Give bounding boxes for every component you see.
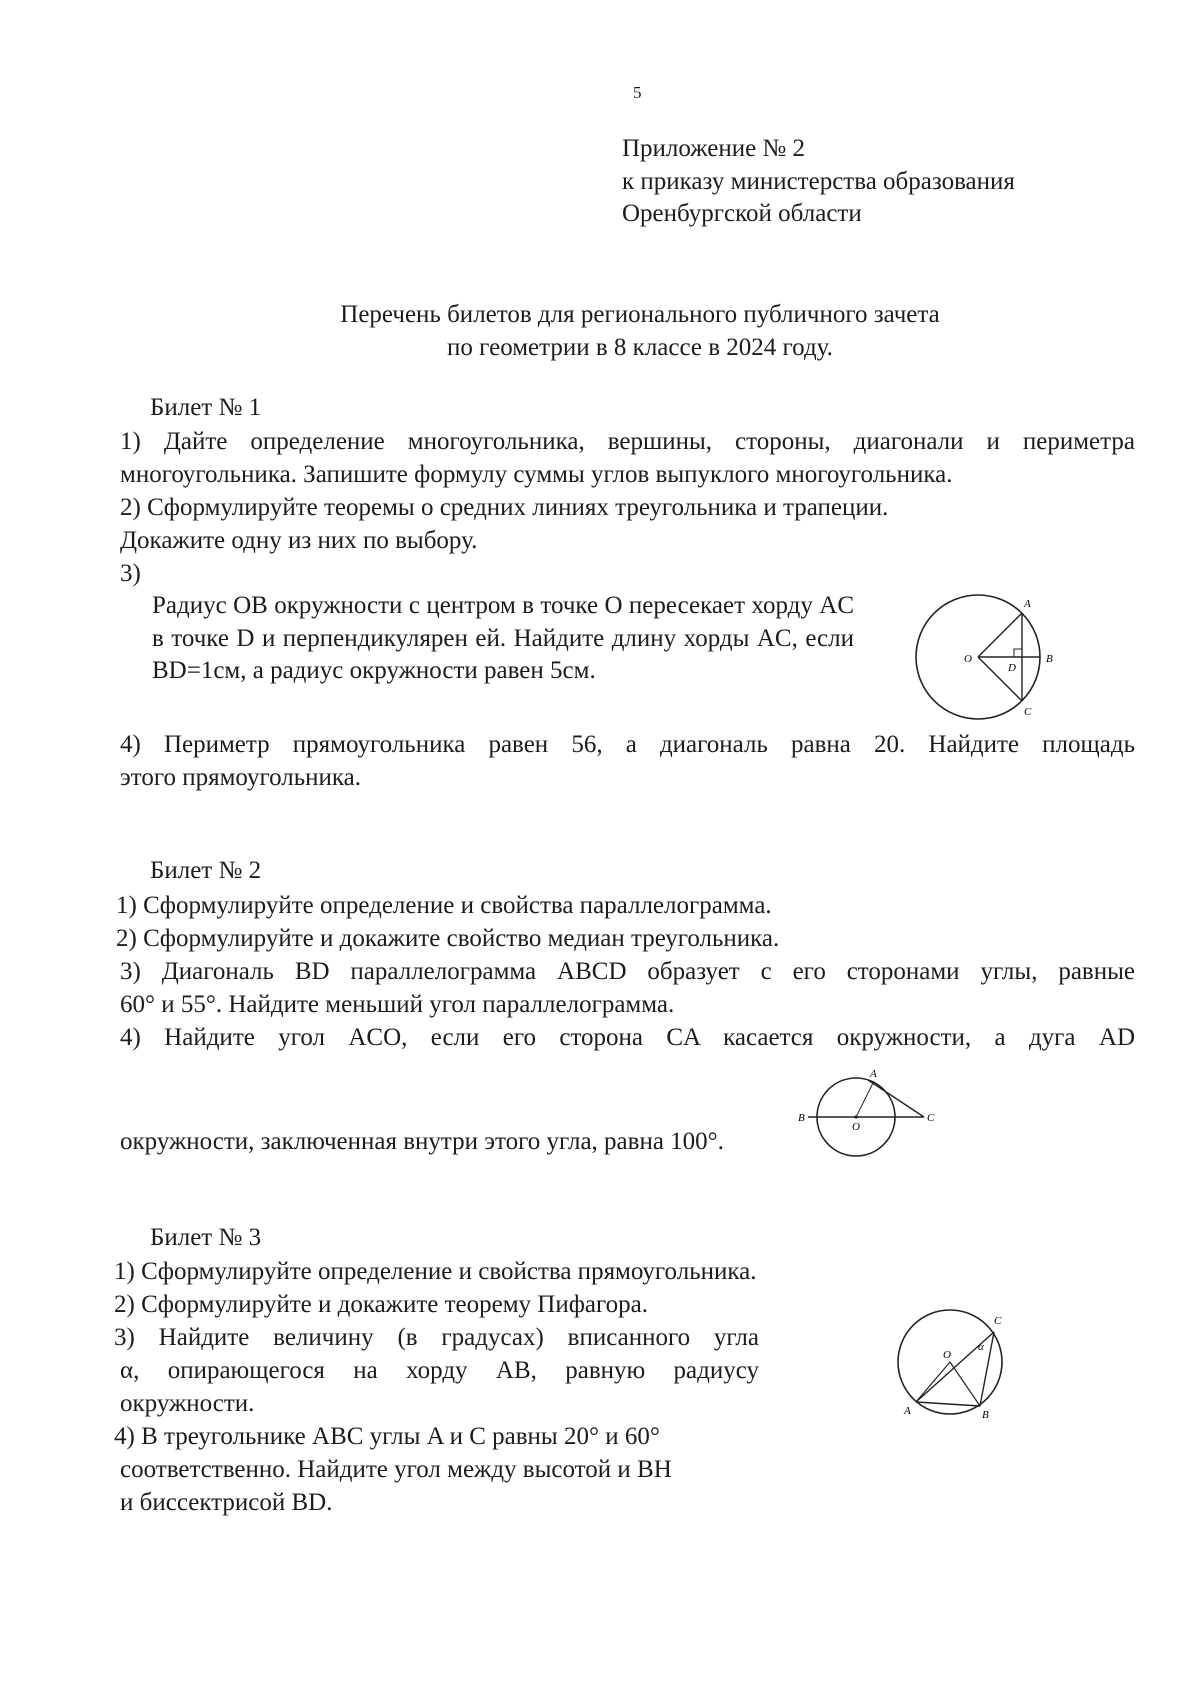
figure-label: C bbox=[1024, 706, 1032, 718]
ticket-3-q3-cont: окружности. bbox=[120, 1390, 255, 1417]
figure-label: B bbox=[982, 1409, 989, 1421]
document-title bbox=[200, 298, 1080, 364]
figure-label: B bbox=[798, 1112, 805, 1124]
ticket-2-q1: 1) Сформулируйте определение и свойства параллелограмма. bbox=[116, 892, 772, 919]
figure-label: O bbox=[964, 653, 972, 665]
figure-label: O bbox=[943, 1349, 951, 1361]
appendix-line: к приказу министерства образования bbox=[622, 167, 1015, 195]
ticket-1-heading: Билет № 1 bbox=[150, 394, 262, 421]
figure-label: B bbox=[1046, 653, 1053, 665]
ticket-3-q4-cont: соответственно. Найдите угол между высотой и BH bbox=[120, 1456, 672, 1483]
ticket-2-q3-cont: 60° и 55°. Найдите меньший угол параллелограмма. bbox=[120, 991, 675, 1018]
ticket-2-tangent-figure bbox=[798, 1068, 956, 1168]
ticket-3-inscribed-angle-figure bbox=[890, 1300, 1020, 1430]
ticket-3-q4: 4) В треугольнике ABC углы A и C равны 20° и 60° bbox=[114, 1423, 660, 1450]
appendix-header bbox=[622, 133, 1015, 231]
figure-label: C bbox=[927, 1112, 935, 1124]
ticket-1-q4-cont: этого прямоугольника. bbox=[120, 764, 362, 791]
ticket-1-q4: 4) Периметр прямоугольника равен 56, а диагональ равна 20. Найдите площадь bbox=[120, 731, 1135, 758]
appendix-line: Оренбургской области bbox=[622, 200, 862, 227]
page-number: 5 bbox=[633, 83, 642, 102]
ticket-2-q4: 4) Найдите угол ACO, если его сторона CA касается окружности, а дуга AD bbox=[120, 1024, 1135, 1051]
ticket-3-q2: 2) Сформулируйте и докажите теорему Пифагора. bbox=[114, 1291, 648, 1318]
figure-label: A bbox=[1024, 598, 1031, 610]
ticket-1-chord-figure bbox=[900, 585, 1070, 735]
title-line: Перечень билетов для регионального публичного зачета bbox=[340, 301, 940, 328]
ticket-3-q3-cont: α, опирающегося на хорду AB, равную радиусу bbox=[120, 1357, 759, 1384]
ticket-2-q4-cont: окружности, заключенная внутри этого угла, равна 100°. bbox=[120, 1128, 724, 1155]
figure-label: A bbox=[904, 1405, 911, 1417]
title-line: по геометрии в 8 классе в 2024 году. bbox=[447, 334, 833, 361]
figure-label: A bbox=[870, 1068, 877, 1080]
ticket-3-q4-cont: и биссектрисой BD. bbox=[120, 1489, 333, 1516]
figure-label: α bbox=[978, 1341, 984, 1353]
appendix-line: Приложение № 2 bbox=[622, 135, 806, 162]
ticket-2-q2: 2) Сформулируйте и докажите свойство медиан треугольника. bbox=[116, 925, 780, 952]
ticket-2-q3: 3) Диагональ BD параллелограмма ABCD образует с его сторонами углы, равные bbox=[120, 958, 1135, 985]
ticket-1-q1: 1) Дайте определение многоугольника, вершины, стороны, диагонали и периметра bbox=[120, 428, 1135, 455]
ticket-3-heading: Билет № 3 bbox=[150, 1224, 262, 1251]
figure-label: D bbox=[1008, 662, 1016, 674]
ticket-1-q2: 2) Сформулируйте теоремы о средних линиях треугольника и трапеции. bbox=[120, 494, 889, 521]
ticket-3-q3: 3) Найдите величину (в градусах) вписанного угла bbox=[114, 1324, 759, 1351]
ticket-2-heading: Билет № 2 bbox=[150, 857, 262, 884]
ticket-1-q1-cont: многоугольника. Запишите формулу суммы углов выпуклого многоугольника. bbox=[120, 461, 953, 488]
figure-label: O bbox=[852, 1121, 860, 1133]
ticket-1-q3: Радиус OB окружности с центром в точке O пересекает хорду AC в точке D и перпендикулярен ей. Найдите длину хорды AC, если BD=1см, а радиус окружности равен 5см. bbox=[152, 592, 854, 684]
figure-label: C bbox=[994, 1315, 1002, 1327]
ticket-1-q3-number: 3) bbox=[120, 560, 141, 587]
ticket-3-q1: 1) Сформулируйте определение и свойства прямоугольника. bbox=[114, 1258, 757, 1285]
ticket-1-q2-cont: Докажите одну из них по выбору. bbox=[120, 527, 478, 554]
